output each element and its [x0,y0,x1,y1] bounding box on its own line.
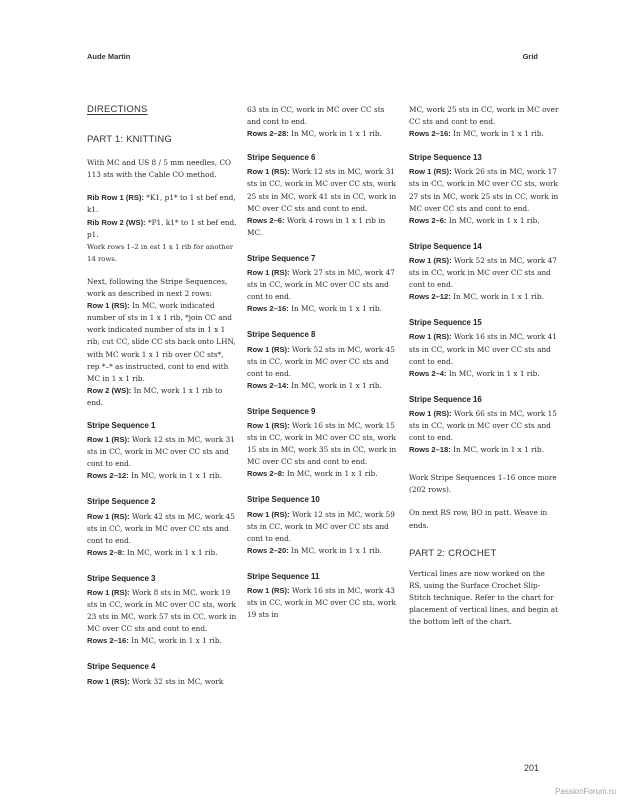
rows-label: Rows 2–14: [247,380,289,390]
closing-text-2: On next RS row, BO in patt. Weave in ends. [409,508,548,530]
stripe-sequence-body [87,587,237,647]
stripe-sequence-title: Stripe Sequence 10 [247,495,320,505]
rows-label: Rows 2–12: [87,471,129,481]
stripe-sequence-body [247,420,397,480]
stripe-sequence-title: Stripe Sequence 11 [247,571,320,581]
rows-text: In MC, work in 1 x 1 rib. [453,292,544,302]
row1-label: Row 1 (RS): [87,511,130,521]
stripe-sequence-body [247,344,397,392]
rib-row1-label: Rib Row 1 (RS): [87,193,144,203]
stripe-sequence [87,573,237,648]
column-1 [87,104,237,688]
main-row2-label: Row 2 (WS): [87,385,132,395]
rows-text: In MC, work in 1 x 1 rib. [453,129,544,139]
stripe-sequence-title: Stripe Sequence 13 [409,153,482,163]
rows-text: In MC, work in 1 x 1 rib. [291,380,382,390]
stripe-sequence [87,661,237,687]
stripe-sequence-body [247,267,397,315]
stripe-sequence-body [409,255,559,303]
rows-label: Rows 2–18: [409,445,451,455]
row1-label: Row 1 (RS): [247,167,290,177]
stripe-sequence-continued [409,104,559,140]
rows-text: In MC, work in 1 x 1 rib. [291,129,382,139]
stripe-sequence-body [409,166,559,226]
row1-text: Work 42 sts in MC, work 45 sts in CC, work in MC over CC sts and cont to end. [87,511,235,545]
row1-label: Row 1 (RS): [87,588,130,597]
column-2 [247,104,397,621]
rows-text: In MC, work in 1 x 1 rib. [291,304,382,314]
rows-text: In MC, work in 1 x 1 rib. [286,469,378,479]
stripe-sequence-title: Stripe Sequence 8 [247,330,316,340]
rows-label: Rows 2–16: [247,304,289,314]
rows-text: In MC, work in 1 x 1 rib. [448,215,540,225]
stripe-sequence [409,152,559,227]
stripe-sequence-body [87,676,237,688]
rows-text: In MC, work in 1 x 1 rib. [126,547,218,557]
following-text: Next, following the Stripe Sequences, work as described in next 2 rows: [87,276,228,299]
row1-text: Work 66 sts in MC, work 15 sts in CC, work in MC over CC sts and cont to end. [409,408,557,443]
stripe-sequence-title: Stripe Sequence 1 [87,420,156,430]
row1-text: Work 27 sts in MC, work 47 sts in CC, work in MC over CC sts and cont to end. [247,268,395,302]
rows-label: Rows 2–8: [87,547,125,557]
rows-label: Rows 2–12: [409,292,451,302]
row1-text: Work 12 sts in MC, work 31 sts in CC, work in MC over CC sts and cont to end. [87,435,235,469]
part2-text: Vertical lines are now worked on the RS, using the Surface Crochet Slip-Stitch technique. Refer to the chart for placement of vertical lines, and begin at the bottom left of the chart. [409,568,559,627]
row1-label: Row 1 (RS): [409,408,452,418]
rib-note: Work rows 1–2 in est 1 x 1 rib for another 14 rows. [87,242,234,263]
rows-label: Rows 2–4: [409,368,447,378]
main-rows-block [87,276,237,409]
stripe-sequence [409,241,559,303]
row1-text-rest: MC, work 25 sts in CC, work in MC over CC sts and cont to end. [409,105,559,127]
rows-label: Rows 2–6: [247,215,285,225]
stripe-sequence-continued [247,104,397,140]
rows-label: Rows 2–16: [409,129,451,139]
rows-text: In MC, work in 1 x 1 rib. [448,368,540,378]
stripe-sequence [247,152,397,239]
rows-label: Rows 2–8: [247,469,285,479]
stripe-sequence-title: Stripe Sequence 16 [409,394,482,404]
stripe-sequence-title: Stripe Sequence 7 [247,253,316,263]
stripe-sequence-title: Stripe Sequence 4 [87,662,156,672]
part2-title: PART 2: CROCHET [409,547,497,559]
stripe-sequence [409,394,559,456]
rows-text: In MC, work in 1 x 1 rib. [131,636,222,646]
stripe-sequence [247,571,397,621]
row1-text: Work 52 sts in MC, work 47 sts in CC, work in MC over CC sts and cont to end. [409,255,557,290]
stripe-sequence [247,406,397,481]
rib-row2-text: *P1, k1* to 1 st bef end, p1. [87,217,237,239]
column-3 [409,104,559,639]
stripe-sequence-title: Stripe Sequence 9 [247,406,316,416]
row1-text-rest: 63 sts in CC, work in MC over CC sts and cont to end. [247,105,385,127]
stripe-sequence [409,317,559,379]
rib-row1-text: *K1, p1* to 1 st bef end, k1. [87,193,236,215]
rows-text: Work 4 rows in 1 x 1 rib in MC. [247,215,386,237]
rows-text: In MC, work in 1 x 1 rib. [131,471,222,481]
intro-text: With MC and US 8 / 5 mm needles, CO 113 sts with the Cable CO method. [87,158,232,180]
stripe-sequence-title: Stripe Sequence 15 [409,318,482,328]
stripe-sequence-body [247,509,397,557]
rows-label: Rows 2–20: [247,545,289,555]
stripe-sequence-title: Stripe Sequence 2 [87,497,156,507]
row1-label: Row 1 (RS): [87,435,130,445]
directions-title: DIRECTIONS [87,104,148,115]
row1-text: Work 26 sts in MC, work 17 sts in CC, work in MC over CC sts, work 27 sts in MC, work 25 sts in CC, work in MC over CC sts and cont to end. [409,167,559,213]
part1-title: PART 1: KNITTING [87,134,173,146]
rib-row2-label: Rib Row 2 (WS): [87,217,146,227]
row1-text: Work 12 sts in MC, work 31 sts in CC, work in MC over CC sts, work 25 sts in MC, work 41 sts in CC, work in MC over CC sts and cont to end. [247,167,397,213]
rows-text: In MC, work in 1 x 1 rib. [453,445,544,455]
rows-label: Rows 2–16: [87,636,129,646]
row1-label: Row 1 (RS): [409,332,452,342]
watermark: PassionForum.ru [555,787,616,796]
main-row1-text: In MC, work indicated number of sts in 1 x 1 rib, *join CC and work indicated number of sts in 1 x 1 rib, cut CC, slide CC sts back onto LHN, with MC work 1 x 1 rib over CC sts*, rep *–* as instructed, cont to end with MC in 1 x 1 rib. [87,301,236,383]
stripe-sequence-title: Stripe Sequence 6 [247,153,316,163]
stripe-sequence [87,420,237,482]
stripe-sequence [247,329,397,391]
stripe-sequence [247,494,397,556]
page-number: 201 [523,763,539,773]
row1-label: Row 1 (RS): [247,420,290,430]
row1-label: Row 1 (RS): [247,509,290,519]
closing-text-1: Work Stripe Sequences 1–16 once more (202 rows). [409,473,557,495]
stripe-sequence-body [247,585,397,621]
row1-text: Work 16 sts in MC, work 15 sts in CC, work in MC over CC sts, work 15 sts in MC, work 35 sts in CC, work in MC over CC sts and cont to end. [247,420,397,467]
row1-text: Work 8 sts in MC, work 19 sts in CC, work in MC over CC sts, work 23 sts in MC, work 57 sts in CC, work in MC over CC sts and cont to end. [87,588,237,634]
pattern-name: Grid [522,52,538,61]
row1-label: Row 1 (RS): [247,586,290,595]
row1-text-part: Work 32 sts in MC, work [131,676,224,686]
row1-label: Row 1 (RS): [409,167,452,177]
author-name: Aude Martin [87,52,131,61]
row1-label: Row 1 (RS): [247,268,290,278]
row1-text: Work 12 sts in MC, work 59 sts in CC, work in MC over CC sts and cont to end. [247,509,395,543]
stripe-sequence [87,496,237,558]
stripe-sequence-body [87,511,237,559]
stripe-sequence-title: Stripe Sequence 14 [409,241,482,251]
rows-text: In MC, work in 1 x 1 rib. [291,545,382,555]
row1-label: Row 1 (RS): [409,255,452,265]
row1-text: Work 52 sts in MC, work 45 sts in CC, work in MC over CC sts and cont to end. [247,344,395,378]
main-row2-text: In MC, work 1 x 1 rib to end. [87,385,223,407]
row1-text: Work 16 sts in MC, work 41 sts in CC, work in MC over CC sts and cont to end. [409,332,557,366]
stripe-sequence-body [87,434,237,482]
stripe-sequence-body [247,166,397,239]
stripe-sequence-body [409,408,559,456]
stripe-sequence [247,253,397,315]
row1-label: Row 1 (RS): [247,344,290,354]
rows-label: Rows 2–28: [247,129,289,139]
stripe-sequence-body [409,331,559,379]
rib-block [87,192,237,265]
row1-label: Row 1 (RS): [87,676,130,686]
stripe-sequence-title: Stripe Sequence 3 [87,573,156,583]
rows-label: Rows 2–6: [409,215,447,225]
row1-text-part: Work 16 sts in MC, work 43 sts in CC, work in MC over CC sts, work 19 sts in [247,586,396,620]
main-row1-label: Row 1 (RS): [87,301,130,311]
